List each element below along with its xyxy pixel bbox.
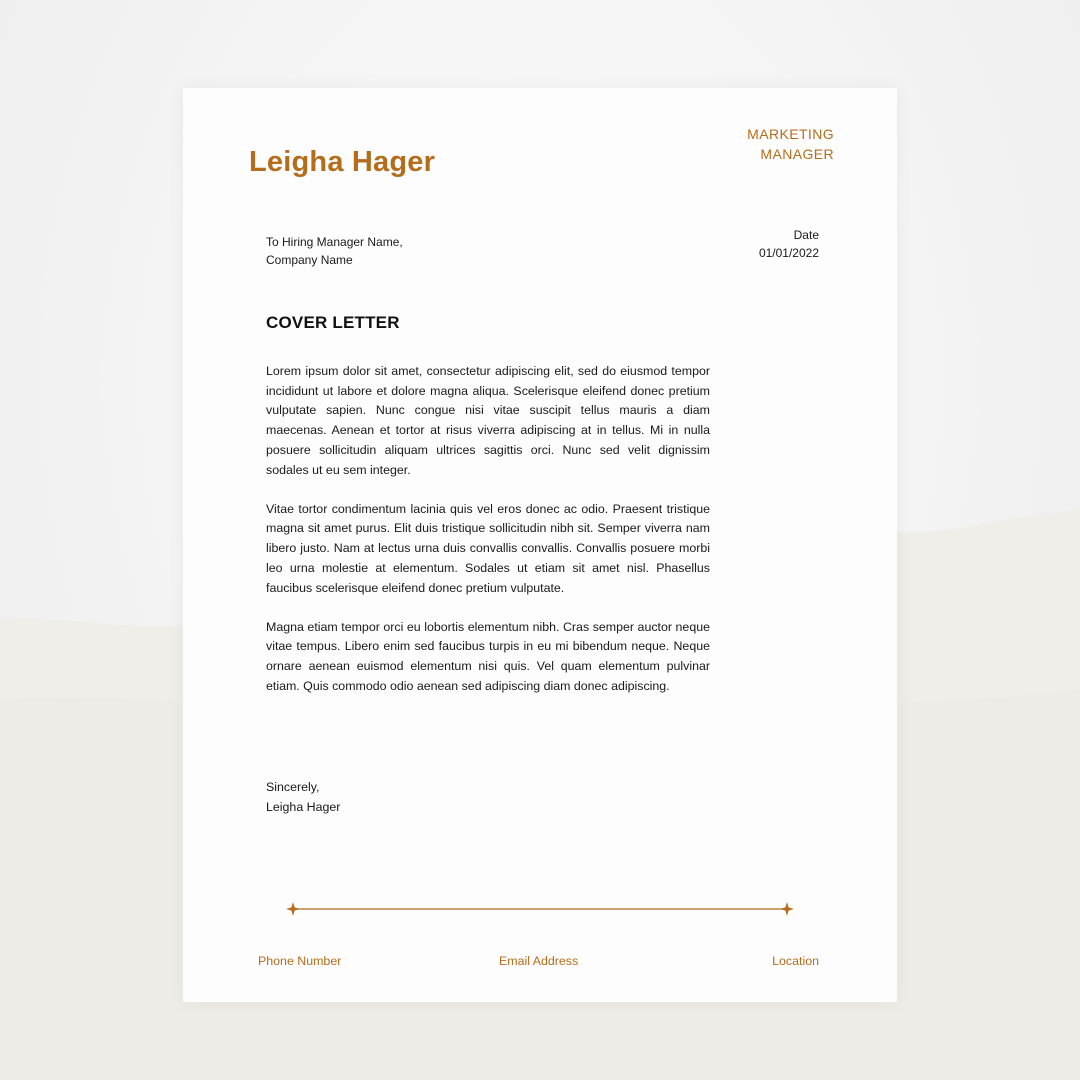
- body-paragraph-2: Vitae tortor condimentum lacinia quis vel eros donec ac odio. Praesent tristique magna sit amet purus. Elit duis tristique sollicitudin nibh sit. Semper viverra nam libero justo. Nam at lectus urna duis convallis convallis. Convallis posuere morbi leo urna molestie at elementum. Sodales ut etiam sit amet nisl. Phasellus faucibus scelerisque eleifend donec pretium vulputate.: [266, 501, 710, 595]
- job-title: [634, 124, 834, 164]
- date-label: Date: [793, 228, 819, 242]
- body-paragraph-3: Magna etiam tempor orci eu lobortis elementum nibh. Cras semper auctor neque vitae tempus. Libero enim sed faucibus turpis in eu mi bibendum neque. Neque ornare aenean euismod elementum nisi quis. Vel quam elementum pulvinar etiam. Quis commodo odio aenean sed adipiscing diam donec adipiscing.: [266, 619, 710, 693]
- recipient-company: Company Name: [266, 253, 353, 267]
- date-block: [759, 226, 819, 262]
- closing-salutation: Sincerely,: [266, 780, 320, 794]
- recipient-block: [266, 233, 403, 269]
- letter-heading: COVER LETTER: [266, 313, 400, 332]
- date-value: 01/01/2022: [758, 246, 819, 260]
- signature-name: Leigha Hager: [266, 800, 341, 814]
- closing-block: [266, 777, 340, 817]
- letter-body: [266, 362, 710, 716]
- job-title-line-1: MARKETING: [747, 126, 834, 142]
- four-point-star-icon: [780, 902, 794, 916]
- body-paragraph-1: Lorem ipsum dolor sit amet, consectetur adipiscing elit, sed do eiusmod tempor incididunt ut labore et dolore magna aliqua. Scelerisque eleifend donec pretium vulputate sapien. Nunc congue nisi vitae suscipit tellus mauris a diam maecenas. Aenean et tortor at risus viverra adipiscing at in tellus. Mi in nulla posuere sollicitudin aliquam ultrices sagittis orci. Nunc sed velit dignissim sodales ut eu sem integer.: [266, 364, 710, 477]
- footer-divider: [284, 900, 796, 918]
- contact-location: Location: [772, 954, 819, 968]
- contact-email: Email Address: [499, 954, 579, 968]
- applicant-name: Leigha Hager: [249, 146, 436, 178]
- job-title-line-2: MANAGER: [760, 146, 834, 162]
- contact-phone: Phone Number: [258, 954, 342, 968]
- cover-letter-page: [183, 88, 897, 1002]
- four-point-star-icon: [286, 902, 300, 916]
- recipient-name: To Hiring Manager Name,: [266, 235, 403, 249]
